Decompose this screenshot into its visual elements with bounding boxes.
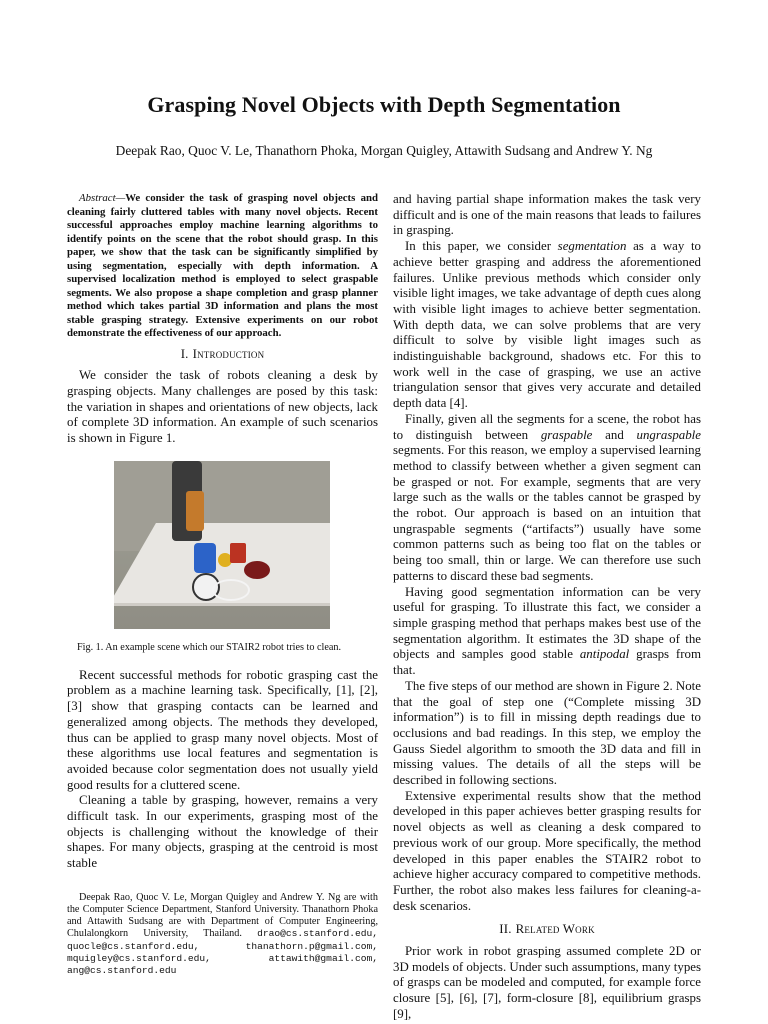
figure-robot-scene-image (114, 461, 330, 629)
figure-dark-red-object (244, 561, 270, 579)
section-heading-related-work (393, 922, 701, 938)
right-paragraph-2 (393, 239, 701, 412)
text-span: segments. For this reason, we employ a supervised learning method to classify between whether a given segment can be grasped or not. For example, segments that are very large such as the walls or the tables cannot be grasped by the robot. Our approach is based on an intuition that ungraspable segments (“artifacts”) usually have some common patterns such as being too flat on the tables or being too small, thin or large. We can therefore use such patterns to discard these bad segments. (393, 443, 701, 583)
author-footnote (67, 892, 378, 977)
section-heading-introduction (67, 347, 378, 363)
figure-caption: Fig. 1. An example scene which our STAIR2 robot tries to clean. (77, 641, 342, 653)
section-number: I. (180, 346, 189, 361)
intro-paragraph-2: Recent successful methods for robotic grasping cast the problem as a machine learning task. Specifically, [1], [2], [3] show that grasping contacts can be learned and generalized among objects. The methods they developed, thus can be applied to grasp many novel objects. Most of these algorithms use local features and segmentation is avoided because color segmentation does not usually yield good results for a cluttered scene. (67, 667, 378, 792)
figure-white-cable (212, 579, 250, 601)
section-title: Related Work (515, 922, 595, 937)
italic-term: ungraspable (636, 427, 701, 442)
footnote-emails: drao@cs.stanford.edu, quocle@cs.stanford.edu, thanathorn.p@gmail.com, mquigley@cs.stanford.edu, attawith@gmail.com, ang@cs.stanford.edu (67, 928, 378, 977)
italic-term: segmentation (557, 239, 627, 254)
footnote-affiliations: Deepak Rao, Quoc V. Le, Morgan Quigley and Andrew Y. Ng are with the Computer Science Department, Stanford University. Thanathorn Phoka and Attawith Sudsang are with Department of Computer Engineering, Chulalongkorn University, Thailand. (67, 891, 378, 940)
left-column (67, 192, 378, 977)
right-paragraph-3 (393, 412, 701, 585)
text-span: Having good segmentation information can be very useful for grasping. To illustrate this fact, we consider a simple grasping method that perhaps makes best use of the segmentation algorithm. It estimates the 3D shape of the objects and samples good stable (393, 584, 701, 662)
text-span: and (592, 427, 637, 442)
right-paragraph-4 (393, 585, 701, 679)
right-paragraph-5: The five steps of our method are shown in Figure 2. Note that the goal of step one (“Complete missing 3D information”) is to fill in missing depth readings due to occlusions and bad readings. In this step, we employ the Gauss Siedel algorithm to smooth the 3D data and fill in missing values. The details of all the steps will be described in following sections. (393, 678, 701, 788)
abstract-text: We consider the task of grasping novel objects and cleaning fairly cluttered tables with many novel objects. Recent successful approaches employ machine learning algorithms to identify points on the scene that the robot should grasp. In this paper, we show that the task can be significantly simplified by using segmentation, especially with depth information. A supervised localization method is employed to select graspable segments. We also propose a shape completion and grasp planner method which takes partial 3D information and plans the most stable grasping strategy. Extensive experiments on our robot demonstrate the effectiveness of our approach. (67, 192, 378, 339)
right-column (393, 192, 701, 1023)
section-title: Introduction (192, 346, 265, 361)
intro-paragraph-1: We consider the task of robots cleaning a desk by grasping objects. Many challenges are posed by this task: the variation in shapes and orientations of new objects, lack of complete 3D information. An example of such scenarios is shown in Figure 1. (67, 368, 378, 446)
text-span: as a way to achieve better grasping and address the aforementioned failures. Unlike previous methods which consider only visible light images, we take advantage of depth cues along with visible light images to achieve better segmentation. With depth data, we can solve problems that are very difficult to solve by visible light images such as indistinguishable background, shadows etc. For this to work well in the case of grasping, we use an active triangulation sensor that gives very accurate and detailed depth data [4]. (393, 239, 701, 411)
author-list: Deepak Rao, Quoc V. Le, Thanathorn Phoka, Morgan Quigley, Attawith Sudsang and Andrew Y. Ng (115, 143, 653, 158)
right-paragraph-6: Extensive experimental results show that the method developed in this paper achieves better grasping results for novel objects as well as cleaning a desk compared to previous work of our group. More specifically, the method developed in this paper enables the STAIR2 robot to achieve higher accuracy compared to competitive methods. Further, the robot also makes less failures for cleaning-a-desk scenarios. (393, 788, 701, 913)
text-span: In this paper, we consider (405, 239, 558, 254)
paper-title: Grasping Novel Objects with Depth Segmentation (147, 92, 621, 117)
figure-robot-gripper (186, 491, 204, 531)
intro-paragraph-3: Cleaning a table by grasping, however, remains a very difficult task. In our experiments, grasping most of the objects is challenging without the knowledge of their shapes. For many objects, grasping at the centroid is most stable (67, 793, 378, 871)
figure-red-cup (230, 543, 246, 563)
figure-blue-object (194, 543, 216, 573)
right-paragraph-1: and having partial shape information makes the task very difficult and is one of the main reasons that leads to failures in grasping. (393, 192, 701, 238)
text-span: grasps from that. (393, 647, 701, 678)
text-span: Finally, given all the segments for a scene, the robot has to distinguish between (393, 411, 701, 442)
italic-term: antipodal (579, 647, 630, 662)
section-number: II. (499, 922, 512, 937)
abstract (67, 192, 378, 341)
abstract-label: Abstract— (79, 192, 126, 204)
related-work-paragraph-1: Prior work in robot grasping assumed complete 2D or 3D models of objects. Under such assumptions, many types of grasps can be modeled and computed, for example force closure [5], [6], [7], form-closure [8], equilibrium grasps [9], (393, 944, 701, 1021)
italic-term: graspable (540, 427, 593, 442)
